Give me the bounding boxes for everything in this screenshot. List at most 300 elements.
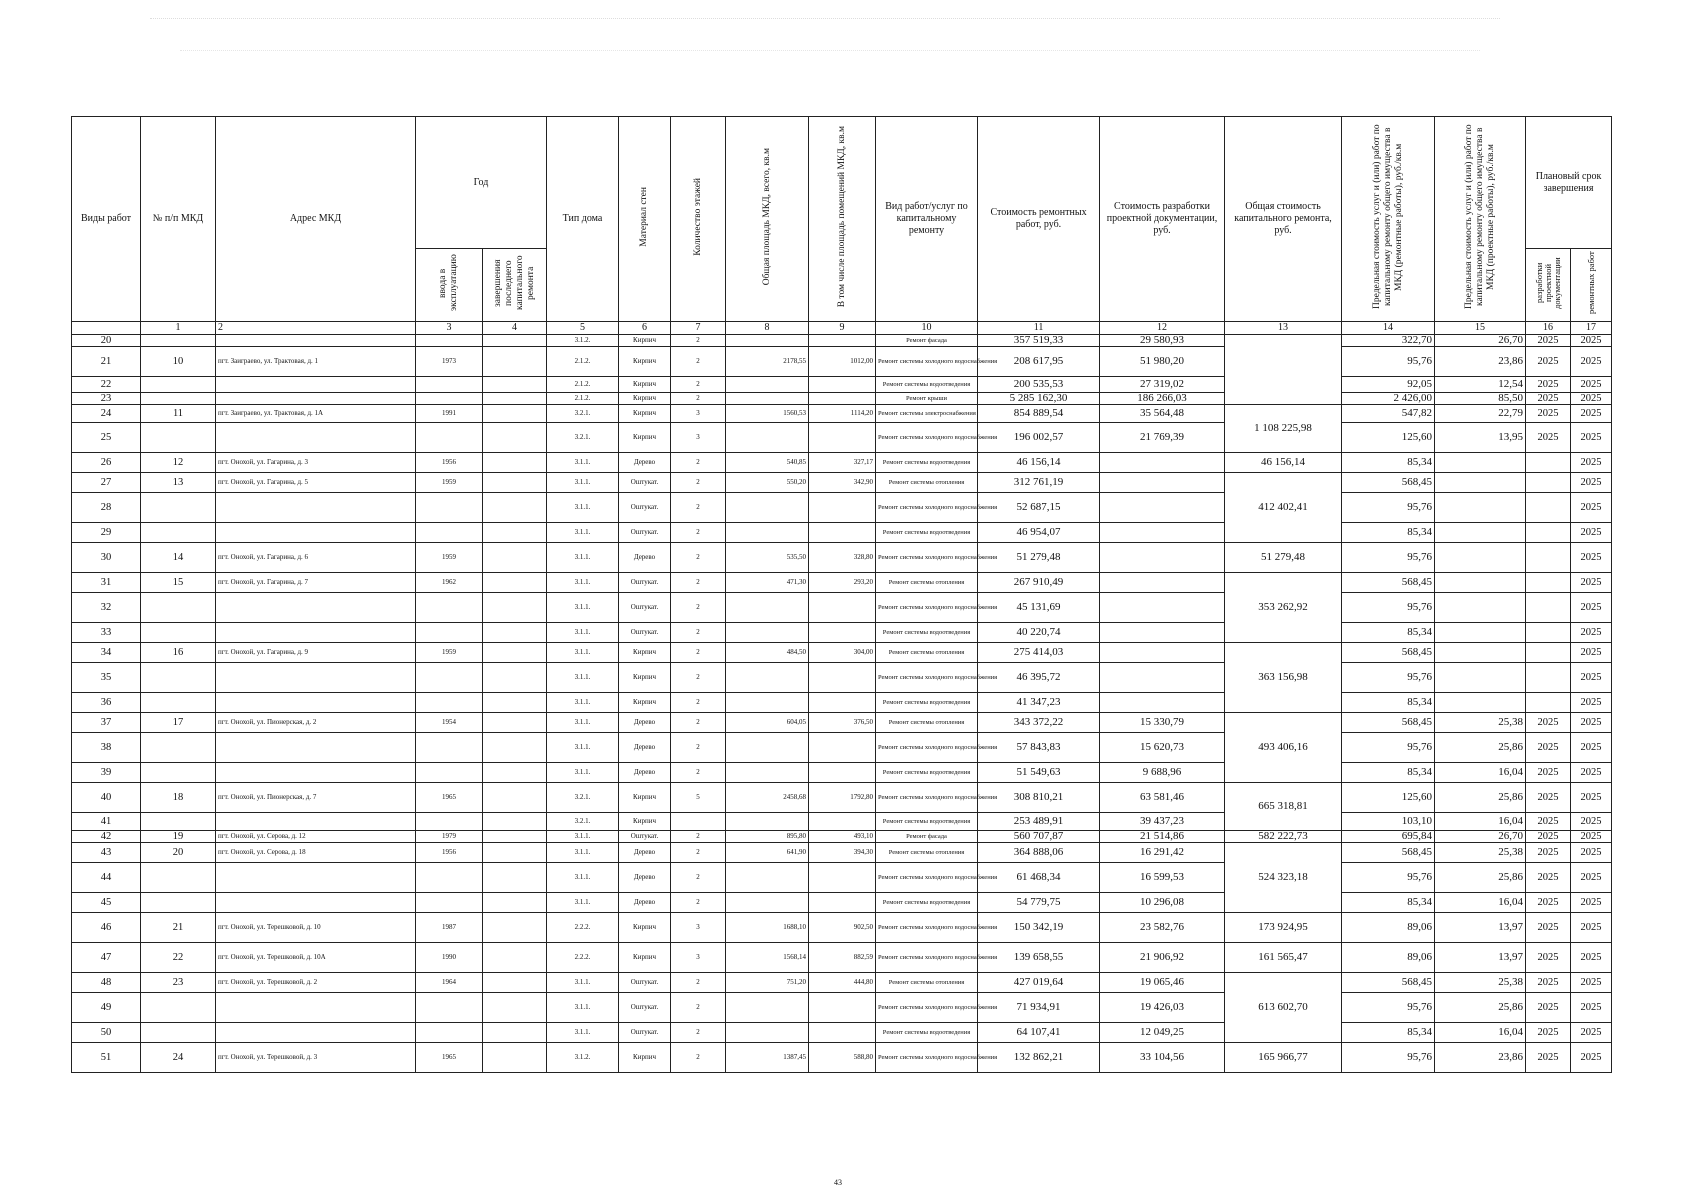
cell-p1: 568,45 xyxy=(1342,473,1435,493)
cell-fl: 3 xyxy=(671,943,726,973)
header-obsh-stoim: Общая стоимость капитального ремонта, руб. xyxy=(1225,117,1342,322)
cell-work: Ремонт системы водоотведения xyxy=(876,1023,978,1043)
cell-wall: Кирпич xyxy=(619,783,671,813)
cell-work: Ремонт системы холодного водоснабжения xyxy=(876,663,978,693)
cell-mkd xyxy=(141,593,216,623)
cell-a2 xyxy=(809,693,876,713)
cell-p2: 25,38 xyxy=(1435,713,1526,733)
cell-s1 xyxy=(1526,643,1571,663)
cell-y1: 1990 xyxy=(416,943,483,973)
cell-fl: 2 xyxy=(671,593,726,623)
cell-addr xyxy=(216,733,416,763)
cell-a2 xyxy=(809,663,876,693)
cell-y2 xyxy=(483,377,547,393)
cell-pd xyxy=(1100,593,1225,623)
cell-addr xyxy=(216,493,416,523)
cell-addr: пгт. Онохой, ул. Терешковой, д. 2 xyxy=(216,973,416,993)
cell-n: 51 xyxy=(72,1043,141,1073)
cell-p2: 16,04 xyxy=(1435,763,1526,783)
cell-y2 xyxy=(483,523,547,543)
cell-work: Ремонт системы холодного водоснабжения xyxy=(876,1043,978,1073)
header-god: Год xyxy=(416,117,547,249)
cell-y2 xyxy=(483,405,547,423)
cell-s1: 2025 xyxy=(1526,1043,1571,1073)
cell-addr: пгт. Онохой, ул. Серова, д. 12 xyxy=(216,831,416,843)
cell-a1 xyxy=(726,377,809,393)
cell-p1: 568,45 xyxy=(1342,643,1435,663)
cell-type: 3.1.2. xyxy=(547,1043,619,1073)
cell-fl: 2 xyxy=(671,453,726,473)
cell-y2 xyxy=(483,663,547,693)
cell-addr xyxy=(216,893,416,913)
cell-pd: 35 564,48 xyxy=(1100,405,1225,423)
cell-s2: 2025 xyxy=(1571,453,1612,473)
table-row xyxy=(72,573,1612,593)
cell-rem: 132 862,21 xyxy=(978,1043,1100,1073)
cell-n: 49 xyxy=(72,993,141,1023)
cell-pd: 9 688,96 xyxy=(1100,763,1225,783)
cell-p1: 568,45 xyxy=(1342,713,1435,733)
cell-wall: Дерево xyxy=(619,863,671,893)
cell-type: 3.1.1. xyxy=(547,593,619,623)
cell-p2: 13,97 xyxy=(1435,913,1526,943)
table-row xyxy=(72,473,1612,493)
table-row xyxy=(72,1043,1612,1073)
cell-p1: 568,45 xyxy=(1342,573,1435,593)
colnum: 2 xyxy=(216,322,416,335)
cell-fl: 5 xyxy=(671,783,726,813)
cell-p1: 95,76 xyxy=(1342,733,1435,763)
cell-a2: 342,90 xyxy=(809,473,876,493)
cell-work: Ремонт системы водоотведения xyxy=(876,377,978,393)
cell-a2 xyxy=(809,523,876,543)
cell-s1 xyxy=(1526,543,1571,573)
cell-s1: 2025 xyxy=(1526,423,1571,453)
cell-p2 xyxy=(1435,593,1526,623)
cell-p2: 25,86 xyxy=(1435,783,1526,813)
cell-fl: 2 xyxy=(671,393,726,405)
cell-type: 3.1.1. xyxy=(547,623,619,643)
cell-y2 xyxy=(483,913,547,943)
cell-mkd: 23 xyxy=(141,973,216,993)
cell-rem: 560 707,87 xyxy=(978,831,1100,843)
cell-type: 3.1.2. xyxy=(547,335,619,347)
colnum: 13 xyxy=(1225,322,1342,335)
cell-wall: Кирпич xyxy=(619,693,671,713)
cell-y1: 1956 xyxy=(416,843,483,863)
cell-y2 xyxy=(483,335,547,347)
header-vidy-rabot: Виды работ xyxy=(72,117,141,322)
cell-y2 xyxy=(483,763,547,783)
cell-fl xyxy=(671,813,726,831)
colnum: 7 xyxy=(671,322,726,335)
cell-p1: 85,34 xyxy=(1342,763,1435,783)
cell-p1: 95,76 xyxy=(1342,863,1435,893)
cell-a2: 1114,20 xyxy=(809,405,876,423)
cell-s1: 2025 xyxy=(1526,893,1571,913)
header-pred-rem: Предельная стоимость услуг и (или) работ по капитальному ремонту общего имущества в МКД (ремонтные работы), руб./кв.м xyxy=(1342,117,1435,322)
cell-a1: 1387,45 xyxy=(726,1043,809,1073)
cell-s1 xyxy=(1526,573,1571,593)
cell-p2: 23,86 xyxy=(1435,1043,1526,1073)
cell-s1: 2025 xyxy=(1526,843,1571,863)
cell-work: Ремонт системы отопления xyxy=(876,843,978,863)
cell-s2: 2025 xyxy=(1571,763,1612,783)
cell-s2: 2025 xyxy=(1571,973,1612,993)
cell-mkd xyxy=(141,1023,216,1043)
cell-a1: 641,90 xyxy=(726,843,809,863)
cell-s1: 2025 xyxy=(1526,913,1571,943)
cell-s2: 2025 xyxy=(1571,335,1612,347)
cell-work: Ремонт системы холодного водоснабжения xyxy=(876,913,978,943)
cell-p2: 16,04 xyxy=(1435,893,1526,913)
cell-type: 2.2.2. xyxy=(547,943,619,973)
cell-s2: 2025 xyxy=(1571,893,1612,913)
cell-addr xyxy=(216,593,416,623)
cell-addr xyxy=(216,663,416,693)
cell-pd: 23 582,76 xyxy=(1100,913,1225,943)
cell-p2: 25,38 xyxy=(1435,973,1526,993)
cell-addr xyxy=(216,993,416,1023)
cell-fl: 2 xyxy=(671,693,726,713)
cell-addr xyxy=(216,623,416,643)
cell-y1 xyxy=(416,993,483,1023)
header-god-vvoda: ввода в эксплуатацию xyxy=(416,249,483,322)
cell-p1: 322,70 xyxy=(1342,335,1435,347)
header-stoim-rem: Стоимость ремонтных работ, руб. xyxy=(978,117,1100,322)
cell-wall: Оштукат. xyxy=(619,831,671,843)
colnum: 5 xyxy=(547,322,619,335)
cell-a1: 1560,53 xyxy=(726,405,809,423)
cell-a2 xyxy=(809,893,876,913)
cell-wall: Оштукат. xyxy=(619,473,671,493)
cell-fl: 3 xyxy=(671,405,726,423)
cell-p1: 125,60 xyxy=(1342,783,1435,813)
cell-addr: пгт. Онохой, ул. Гагарина, д. 3 xyxy=(216,453,416,473)
cell-y1 xyxy=(416,733,483,763)
cell-wall: Кирпич xyxy=(619,663,671,693)
cell-n: 30 xyxy=(72,543,141,573)
cell-p2: 23,86 xyxy=(1435,347,1526,377)
cell-pd xyxy=(1100,543,1225,573)
table-row xyxy=(72,783,1612,813)
cell-fl: 2 xyxy=(671,523,726,543)
cell-work: Ремонт системы водоотведения xyxy=(876,813,978,831)
cell-fl: 2 xyxy=(671,831,726,843)
cell-a1: 895,80 xyxy=(726,831,809,843)
cell-p1: 85,34 xyxy=(1342,523,1435,543)
cell-a1 xyxy=(726,335,809,347)
cell-rem: 46 156,14 xyxy=(978,453,1100,473)
cell-mkd: 20 xyxy=(141,843,216,863)
cell-p2: 13,95 xyxy=(1435,423,1526,453)
cell-s1 xyxy=(1526,493,1571,523)
cell-mkd xyxy=(141,763,216,783)
cell-mkd xyxy=(141,523,216,543)
cell-s1: 2025 xyxy=(1526,943,1571,973)
table-row xyxy=(72,335,1612,347)
cell-a1: 540,85 xyxy=(726,453,809,473)
cell-mkd xyxy=(141,377,216,393)
cell-wall: Кирпич xyxy=(619,913,671,943)
header-srok: Плановый срок завершения xyxy=(1526,117,1612,249)
cell-a1: 550,20 xyxy=(726,473,809,493)
cell-s2: 2025 xyxy=(1571,783,1612,813)
cell-s2: 2025 xyxy=(1571,831,1612,843)
cell-y1: 1979 xyxy=(416,831,483,843)
cell-p1: 95,76 xyxy=(1342,593,1435,623)
table-row xyxy=(72,493,1612,523)
cell-n: 33 xyxy=(72,623,141,643)
cell-work: Ремонт системы холодного водоснабжения xyxy=(876,493,978,523)
cell-y1 xyxy=(416,377,483,393)
cell-p1: 92,05 xyxy=(1342,377,1435,393)
cell-rem: 40 220,74 xyxy=(978,623,1100,643)
cell-rem: 275 414,03 xyxy=(978,643,1100,663)
cell-p2: 26,70 xyxy=(1435,335,1526,347)
cell-a2 xyxy=(809,423,876,453)
table-row xyxy=(72,813,1612,831)
cell-y1 xyxy=(416,693,483,713)
cell-fl: 2 xyxy=(671,993,726,1023)
cell-type: 3.2.1. xyxy=(547,405,619,423)
cell-type: 3.2.1. xyxy=(547,783,619,813)
colnum: 12 xyxy=(1100,322,1225,335)
cell-y2 xyxy=(483,493,547,523)
cell-a2: 902,50 xyxy=(809,913,876,943)
cell-y1 xyxy=(416,813,483,831)
cell-a2: 1792,80 xyxy=(809,783,876,813)
table-row xyxy=(72,843,1612,863)
cell-n: 43 xyxy=(72,843,141,863)
cell-y1: 1987 xyxy=(416,913,483,943)
scan-artifact-line xyxy=(150,18,1500,20)
cell-n: 48 xyxy=(72,973,141,993)
cell-mkd xyxy=(141,863,216,893)
cell-p1: 125,60 xyxy=(1342,423,1435,453)
cell-a2: 588,80 xyxy=(809,1043,876,1073)
cell-total: 46 156,14 xyxy=(1225,453,1342,473)
cell-s1: 2025 xyxy=(1526,335,1571,347)
cell-n: 36 xyxy=(72,693,141,713)
colnum: 11 xyxy=(978,322,1100,335)
cell-wall: Оштукат. xyxy=(619,573,671,593)
cell-p1: 95,76 xyxy=(1342,347,1435,377)
cell-p1: 95,76 xyxy=(1342,543,1435,573)
cell-y2 xyxy=(483,813,547,831)
cell-addr xyxy=(216,813,416,831)
cell-wall: Кирпич xyxy=(619,347,671,377)
cell-s1 xyxy=(1526,523,1571,543)
cell-n: 37 xyxy=(72,713,141,733)
cell-s2: 2025 xyxy=(1571,405,1612,423)
cell-s2: 2025 xyxy=(1571,393,1612,405)
cell-s1 xyxy=(1526,453,1571,473)
cell-y1 xyxy=(416,593,483,623)
cell-mkd: 17 xyxy=(141,713,216,733)
cell-work: Ремонт системы отопления xyxy=(876,573,978,593)
cell-a2 xyxy=(809,763,876,783)
cell-y1: 1965 xyxy=(416,783,483,813)
colnum: 3 xyxy=(416,322,483,335)
cell-wall: Дерево xyxy=(619,733,671,763)
cell-y2 xyxy=(483,473,547,493)
cell-p2: 25,86 xyxy=(1435,863,1526,893)
cell-total: 363 156,98 xyxy=(1225,643,1342,713)
cell-work: Ремонт фасада xyxy=(876,831,978,843)
cell-p2: 85,50 xyxy=(1435,393,1526,405)
cell-rem: 343 372,22 xyxy=(978,713,1100,733)
cell-s1: 2025 xyxy=(1526,863,1571,893)
cell-s1: 2025 xyxy=(1526,783,1571,813)
cell-n: 45 xyxy=(72,893,141,913)
cell-type: 2.1.2. xyxy=(547,347,619,377)
cell-type: 3.1.1. xyxy=(547,973,619,993)
cell-p1: 2 426,00 xyxy=(1342,393,1435,405)
cell-mkd xyxy=(141,493,216,523)
cell-rem: 5 285 162,30 xyxy=(978,393,1100,405)
cell-a1 xyxy=(726,813,809,831)
table-row xyxy=(72,973,1612,993)
cell-a2 xyxy=(809,623,876,643)
cell-n: 27 xyxy=(72,473,141,493)
cell-type: 3.1.1. xyxy=(547,643,619,663)
cell-a2: 304,00 xyxy=(809,643,876,663)
cell-n: 42 xyxy=(72,831,141,843)
cell-y1 xyxy=(416,893,483,913)
cell-pd: 186 266,03 xyxy=(1100,393,1225,405)
cell-s2: 2025 xyxy=(1571,1023,1612,1043)
cell-type: 3.1.1. xyxy=(547,543,619,573)
cell-y2 xyxy=(483,733,547,763)
cell-s1 xyxy=(1526,473,1571,493)
header-nomer-mkd: № п/п МКД xyxy=(141,117,216,322)
table-row xyxy=(72,405,1612,423)
cell-y2 xyxy=(483,643,547,663)
cell-n: 46 xyxy=(72,913,141,943)
cell-n: 41 xyxy=(72,813,141,831)
cell-addr: пгт. Онохой, ул. Терешковой, д. 10А xyxy=(216,943,416,973)
cell-pd: 16 291,42 xyxy=(1100,843,1225,863)
cell-fl: 3 xyxy=(671,423,726,453)
cell-wall: Оштукат. xyxy=(619,1023,671,1043)
cell-s1: 2025 xyxy=(1526,813,1571,831)
cell-y1 xyxy=(416,393,483,405)
cell-rem: 57 843,83 xyxy=(978,733,1100,763)
table-row xyxy=(72,763,1612,783)
cell-y2 xyxy=(483,347,547,377)
cell-pd: 15 620,73 xyxy=(1100,733,1225,763)
cell-y1: 1962 xyxy=(416,573,483,593)
cell-a1 xyxy=(726,993,809,1023)
cell-fl: 2 xyxy=(671,643,726,663)
header-ploshad: Общая площадь МКД, всего, кв.м xyxy=(726,117,809,322)
cell-y1 xyxy=(416,1023,483,1043)
cell-s2: 2025 xyxy=(1571,993,1612,1023)
cell-rem: 150 342,19 xyxy=(978,913,1100,943)
cell-a2 xyxy=(809,813,876,831)
cell-p2 xyxy=(1435,573,1526,593)
cell-addr xyxy=(216,763,416,783)
cell-y2 xyxy=(483,423,547,453)
table-row xyxy=(72,1023,1612,1043)
cell-n: 22 xyxy=(72,377,141,393)
cell-wall: Кирпич xyxy=(619,405,671,423)
cell-n: 20 xyxy=(72,335,141,347)
page-number: 43 xyxy=(834,1178,842,1187)
colnum: 9 xyxy=(809,322,876,335)
cell-y2 xyxy=(483,843,547,863)
table-row xyxy=(72,831,1612,843)
cell-p2 xyxy=(1435,453,1526,473)
cell-work: Ремонт системы холодного водоснабжения xyxy=(876,783,978,813)
cell-addr xyxy=(216,693,416,713)
header-pred-pd: Предельная стоимость услуг и (или) работ по капитальному ремонту общего имущества в МКД (проектные работы), руб./кв.м xyxy=(1435,117,1526,322)
cell-s1: 2025 xyxy=(1526,831,1571,843)
cell-p2 xyxy=(1435,643,1526,663)
cell-p1: 95,76 xyxy=(1342,663,1435,693)
table-row xyxy=(72,893,1612,913)
cell-pd: 19 426,03 xyxy=(1100,993,1225,1023)
cell-p1: 95,76 xyxy=(1342,993,1435,1023)
cell-type: 3.1.1. xyxy=(547,523,619,543)
cell-total: 353 262,92 xyxy=(1225,573,1342,643)
cell-total: 493 406,16 xyxy=(1225,713,1342,783)
cell-rem: 364 888,06 xyxy=(978,843,1100,863)
cell-addr xyxy=(216,377,416,393)
cell-type: 3.1.1. xyxy=(547,863,619,893)
cell-s2: 2025 xyxy=(1571,693,1612,713)
cell-n: 29 xyxy=(72,523,141,543)
cell-rem: 61 468,34 xyxy=(978,863,1100,893)
cell-mkd: 22 xyxy=(141,943,216,973)
cell-y2 xyxy=(483,973,547,993)
cell-a1 xyxy=(726,893,809,913)
cell-a2: 328,80 xyxy=(809,543,876,573)
cell-p2: 12,54 xyxy=(1435,377,1526,393)
cell-type: 3.1.1. xyxy=(547,473,619,493)
cell-n: 35 xyxy=(72,663,141,693)
cell-pd: 16 599,53 xyxy=(1100,863,1225,893)
cell-wall: Кирпич xyxy=(619,643,671,663)
cell-wall: Дерево xyxy=(619,713,671,733)
cell-wall: Кирпич xyxy=(619,377,671,393)
cell-a1: 1568,14 xyxy=(726,943,809,973)
cell-work: Ремонт системы холодного водоснабжения xyxy=(876,993,978,1023)
capital-repair-table xyxy=(71,116,1612,1073)
cell-type: 3.1.1. xyxy=(547,713,619,733)
cell-pd xyxy=(1100,623,1225,643)
cell-rem: 196 002,57 xyxy=(978,423,1100,453)
cell-n: 31 xyxy=(72,573,141,593)
cell-p2: 16,04 xyxy=(1435,813,1526,831)
table-row xyxy=(72,643,1612,663)
cell-a1: 471,30 xyxy=(726,573,809,593)
cell-a1 xyxy=(726,763,809,783)
cell-wall: Дерево xyxy=(619,763,671,783)
cell-a1 xyxy=(726,423,809,453)
cell-pd xyxy=(1100,473,1225,493)
cell-a2 xyxy=(809,1023,876,1043)
cell-a2: 376,50 xyxy=(809,713,876,733)
cell-a1 xyxy=(726,493,809,523)
cell-s2: 2025 xyxy=(1571,543,1612,573)
cell-p1: 85,34 xyxy=(1342,623,1435,643)
cell-fl: 2 xyxy=(671,493,726,523)
cell-s2: 2025 xyxy=(1571,593,1612,623)
table-row xyxy=(72,713,1612,733)
cell-y2 xyxy=(483,573,547,593)
